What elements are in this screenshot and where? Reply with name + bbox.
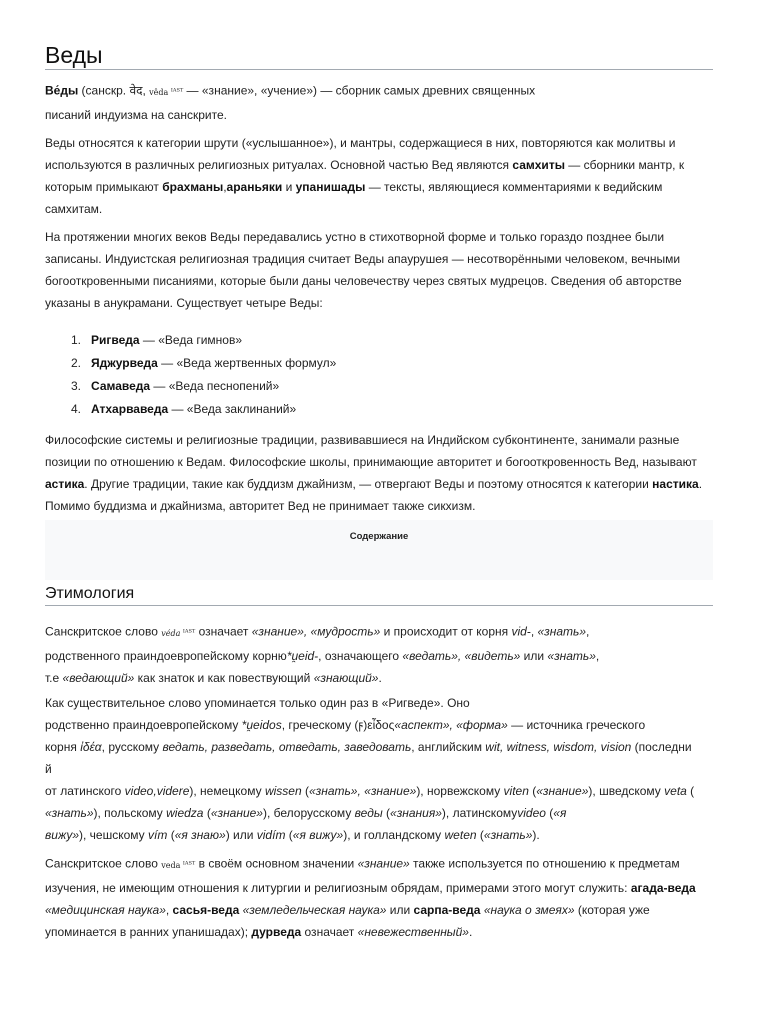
text: , [165,902,173,917]
link-durveda[interactable]: дурведа [251,924,302,939]
list-number: 4. [71,402,82,416]
list-number: 1. [71,333,82,347]
text: Санскритское слово [45,856,162,871]
article-term: Ве́ды [45,83,79,98]
paragraph-tradition [45,226,713,314]
text: родственного праиндоевропейскому корню [45,648,287,663]
list-desc: — «Веда песнопений» [150,379,280,393]
text: (последни [631,740,692,754]
p4-text-b: . Другие традиции, такие как буддизм джайнизм, — отвергают Веды и поэтому относятся к категории [84,477,653,491]
text: ) или [225,828,257,842]
text: ( [545,806,554,820]
meaning: «знать» [45,806,94,820]
translit-text: veda [161,860,181,870]
p2-text-b: — сборники мантр, к которым примыкают [45,158,685,194]
list-desc: — «Веда жертвенных формул» [157,356,337,370]
iast-mark: IAST [170,87,184,93]
toc-title[interactable]: Содержание [349,531,409,542]
link-brahmana[interactable]: брахманы [162,180,224,194]
meaning: «знать» [547,648,596,663]
meaning: vid- [511,624,531,639]
translit-text: vêda [149,87,169,97]
meaning: «знание» [357,856,410,871]
text: родственно праиндоевропейскому [45,718,242,732]
text: ), шведскому [588,784,665,798]
translit-word [161,861,195,870]
iast-mark: IAST [182,628,196,634]
list-item [45,352,645,375]
translit-word [149,88,183,97]
meaning: «наука о змеях» [483,902,575,917]
paragraph-philosophy [45,429,713,517]
meaning: ведать, разведать, отведать, заведовать [162,740,412,754]
text: , означающего [318,648,403,663]
text: и происходит от корня [380,624,512,639]
meaning: wiedza [166,806,204,820]
link-samaveda[interactable]: Самаведа [91,379,151,393]
text: т.е [45,670,63,685]
meaning: *u̯eidos [241,718,282,732]
section-heading-etymology: Этимология [45,582,713,606]
text: Как существительное слово упоминается только один раз в «Ригведе». Оно [45,696,470,710]
text: ), польскому [93,806,167,820]
link-upanishad[interactable]: упанишады [295,180,366,194]
text: корня [45,740,81,754]
text: ( [285,828,293,842]
text: й [45,762,52,776]
list-item [45,329,645,352]
text: . [468,924,473,939]
meaning: video,videre [124,784,190,798]
meaning: «невежественный» [357,924,469,939]
table-of-contents [45,520,713,580]
text: , [530,624,538,639]
text: Санскритское слово [45,624,162,639]
text: , русскому [101,740,163,754]
meaning: «знание» [536,784,589,798]
text: ( [528,784,537,798]
list-desc: — «Веда гимнов» [139,333,243,347]
text: в своём основном значении [195,856,358,871]
text: ( [203,806,211,820]
p4-text-a: Философские системы и религиозные традиции, развивавшиеся на Индийском субконтиненте, занимали разные позиции по отношению к Ведам. Философские школы, принимающие авторитет и богооткровенность Вед, называют [45,433,697,469]
text: ), норвежскому [416,784,504,798]
text: ), немецкому [189,784,265,798]
p2-comma: , [223,180,227,194]
meaning: «я знаю» [174,828,226,842]
paragraph-shruti [45,132,713,220]
meaning: «знания» [390,806,442,820]
text: ( [167,828,175,842]
meaning: «я вижу» [292,828,344,842]
link-sasya-veda[interactable]: сасья-веда [172,902,240,917]
text: ), и голландскому [343,828,445,842]
link-samhita[interactable]: самхиты [512,158,565,172]
meaning: ἰδέα [80,740,102,754]
text: , греческому (ϝ)εἶδος [281,718,395,732]
meaning: веды [354,806,383,820]
meaning: «медицинская наука» [45,902,166,917]
text: как знаток и как повествующий [134,670,314,685]
intro-paragraph [45,79,713,126]
text: ). [532,828,540,842]
p2-and: и [282,180,296,194]
text: ), чешскому [79,828,149,842]
meaning: viten [503,784,529,798]
text: ), латинскому [441,806,518,820]
text: ( [476,828,484,842]
vedas-list [45,329,645,421]
meaning: wit, witness, wisdom, vision [485,740,632,754]
meaning: «ведать», «видеть» [402,648,521,663]
text: ), белорусскому [262,806,355,820]
text: . [378,670,382,685]
link-yajurveda[interactable]: Яджурведа [91,356,158,370]
list-number: 3. [71,379,82,393]
text: ( [301,784,309,798]
text: или [520,648,548,663]
etymology-paragraph-3 [45,852,713,943]
list-item [45,398,645,421]
text: ( [686,784,695,798]
translit-word [161,629,195,638]
meaning: «знание», «мудрость» [251,624,381,639]
meaning: «знать» [537,624,586,639]
meaning: «аспект», «форма» [394,718,508,732]
p2-text-a: Веды относятся к категории шрути («услышанное»), и мантры, содержащиеся в них, повторяются как молитвы и используются в различных религиозных ритуалах. Основной частью Вед являются [45,136,676,172]
etymology-paragraph-2 [45,692,713,846]
intro-text-2: — «знание», «учение») — сборник самых древних священных [183,83,536,98]
meaning: vím [148,828,168,842]
text: , [586,624,590,639]
link-astika[interactable]: астика [45,477,85,491]
text: также используется по отношению к предметам изучения, не имеющим отношения к литургии и религиозным обрядам, примерами этого могут служить: [45,856,680,895]
link-aranyaka[interactable]: араньяки [226,180,283,194]
link-sarpa-veda[interactable]: сарпа-веда [413,902,481,917]
meaning: «знающий» [313,670,379,685]
meaning: «знать», «знание» [308,784,417,798]
meaning: вижу» [45,828,80,842]
intro-text: (санскр. वेद, [78,83,150,98]
text: или [386,902,414,917]
text: ( [382,806,391,820]
text: (которая уже упоминается в ранних упанишадах); [45,902,650,939]
meaning: *u̯eid- [286,648,319,663]
list-item [45,375,645,398]
link-atharvaveda[interactable]: Атхарваведа [91,402,169,416]
intro-line-2: писаний индуизма на санскрите. [45,107,227,122]
meaning: vidím [256,828,286,842]
text: означает [195,624,252,639]
p2-text-e: — тексты, являющиеся комментариями к ведийским самхитам. [45,180,663,216]
meaning: wissen [264,784,302,798]
text: означает [301,924,358,939]
text: от латинского [45,784,125,798]
meaning: weten [444,828,477,842]
p3-text: На протяжении многих веков Веды передавались устно в стихотворной форме и только гораздо позднее были записаны. Индуистская религиозная традиция считает Веды апаурушея — несотворёнными человеком, вечными богооткровенными писаниями, которые были даны человечеству через святых мудрецов. Сведения об авторстве указаны в анукрамани. Существует четыре Веды: [45,230,682,310]
meaning: veta [664,784,687,798]
text: , английским [411,740,486,754]
text: , [595,648,600,663]
translit-text: véda [161,628,181,638]
meaning: «ведающий» [62,670,135,685]
etymology-paragraph-1 [45,620,713,689]
link-rigveda[interactable]: Ригведа [91,333,140,347]
link-nastika[interactable]: настика [652,477,699,491]
meaning: video [517,806,546,820]
meaning: «я [553,806,567,820]
text: — источника греческого [507,718,646,732]
p4-text-c: . Помимо буддизма и джайнизма, авторитет Вед не принимает также сикхизм. [45,477,703,513]
link-agada-veda[interactable]: агада-веда [630,880,696,895]
list-desc: — «Веда заклинаний» [168,402,297,416]
meaning: «земледельческая наука» [242,902,387,917]
meaning: «знать» [483,828,533,842]
meaning: «знание» [210,806,263,820]
page-title: Веды [45,40,713,70]
list-number: 2. [71,356,82,370]
iast-mark: IAST [182,860,196,866]
